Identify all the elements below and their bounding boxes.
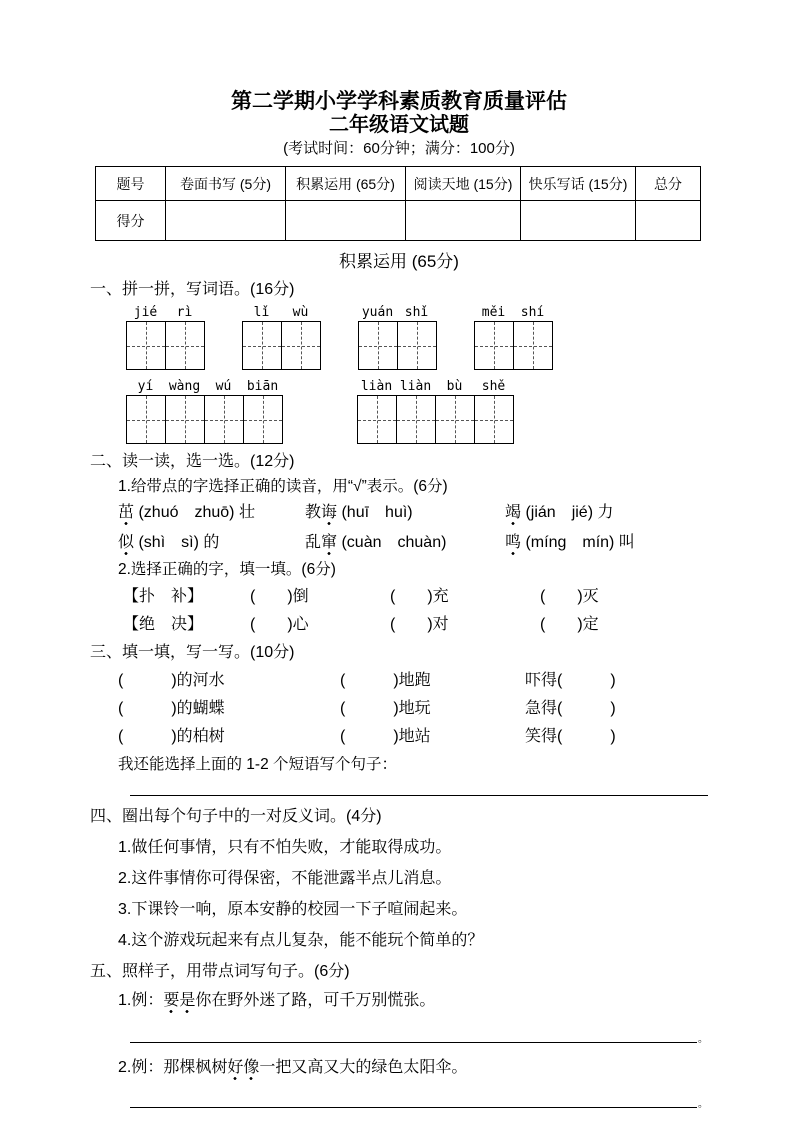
plain-text: 你在野外迷了路，可千万别慌张。	[195, 992, 436, 1009]
fill-blank: ( )地玩	[340, 700, 431, 717]
writing-grid-cell	[282, 322, 320, 369]
dotted-character: 似	[118, 534, 134, 556]
plain-text: (zhuó zhuō) 壮	[134, 504, 255, 521]
plain-text: (shì sì) 的	[134, 534, 220, 551]
question-5	[90, 962, 708, 1108]
fill-blank: ( )的蝴蝶	[118, 700, 225, 717]
pinyin-labels	[474, 305, 553, 321]
fill-blank: ( )充	[390, 588, 449, 605]
q3-heading: 三、填一填，写一写。(10分)	[90, 644, 295, 661]
pronunciation-item	[118, 531, 305, 555]
phrase-fill-row	[90, 670, 708, 691]
character-choices: 【绝 决】	[123, 616, 204, 633]
writing-grid	[126, 321, 205, 370]
writing-grid-cell	[166, 396, 205, 443]
phrase-fill-row	[90, 698, 708, 719]
character-choices: 【扑 补】	[123, 588, 204, 605]
fill-blank: ( )地站	[340, 728, 431, 745]
pinyin-labels	[357, 379, 514, 395]
pinyin-label: liàn	[399, 379, 432, 394]
score-input-cell	[166, 201, 286, 241]
writing-grid-cell	[166, 322, 204, 369]
score-table-header-row	[96, 167, 701, 201]
plain-text: (cuàn chuàn)	[337, 534, 447, 551]
character-choice-row	[90, 586, 708, 607]
writing-grid-cell	[397, 396, 436, 443]
fill-blank: ( )对	[390, 616, 449, 633]
q1-grid-row-2	[90, 379, 708, 444]
pronunciation-item	[305, 531, 505, 555]
q4-sentence: 2.这件事情你可得保密，不能泄露半点儿消息。	[118, 870, 452, 887]
pinyin-label: wù	[292, 305, 309, 320]
pinyin-label: shǐ	[404, 305, 429, 320]
writing-grid-cell	[475, 396, 513, 443]
q4-sentence: 1.做任何事情，只有不怕失败，才能取得成功。	[118, 839, 452, 856]
pinyin-label: yuán	[361, 305, 394, 320]
score-table-header-cell: 题号	[96, 167, 166, 201]
q2-sub1-heading: 1.给带点的字选择正确的读音，用“√”表示。(6分)	[118, 478, 448, 495]
pinyin-label: shě	[481, 379, 506, 394]
line-end-period: 。	[698, 1034, 708, 1045]
dotted-character: 竭	[505, 504, 521, 526]
answer-line	[130, 1041, 697, 1043]
writing-grid-cell	[436, 396, 475, 443]
writing-grid	[357, 395, 514, 444]
line-end-period: 。	[698, 1099, 708, 1110]
fill-blank: ( )定	[540, 616, 599, 633]
dotted-word: 好像	[227, 1059, 259, 1081]
fill-blank: 笑得( )	[525, 728, 616, 745]
dotted-character: 茁	[118, 504, 134, 526]
question-4	[90, 807, 708, 951]
fill-blank: 吓得( )	[525, 672, 616, 689]
pinyin-label: wàng	[168, 379, 201, 394]
pinyin-writing-block	[474, 305, 553, 370]
writing-grid-cell	[127, 322, 166, 369]
fill-blank: ( )灭	[540, 588, 599, 605]
score-table-header-cell: 总分	[636, 167, 701, 201]
score-table	[95, 166, 701, 241]
fill-blank: 急得( )	[525, 700, 616, 717]
q4-sentence: 4.这个游戏玩起来有点儿复杂，能不能玩个简单的？	[118, 932, 484, 949]
dotted-character: 诲	[321, 504, 337, 526]
plain-text: 教	[305, 504, 322, 521]
plain-text: (jián jié) 力	[521, 504, 614, 521]
writing-grid-cell	[514, 322, 552, 369]
example-sentence	[90, 1057, 708, 1078]
score-row-label: 得分	[96, 201, 166, 241]
fill-blank: ( )倒	[250, 588, 309, 605]
q1-grid-row-1	[90, 305, 708, 370]
q2-sub2-heading: 2.选择正确的字，填一填。(6分)	[118, 561, 336, 578]
score-table-score-row	[96, 201, 701, 241]
pinyin-labels	[358, 305, 437, 321]
part-header: 积累运用 (65分)	[339, 252, 459, 271]
title-block	[90, 90, 708, 158]
dotted-character: 窜	[321, 534, 337, 556]
pinyin-labels	[126, 305, 205, 321]
pronunciation-item	[118, 501, 305, 525]
answer-line-row	[130, 1033, 708, 1043]
question-3	[90, 643, 708, 796]
writing-grid-cell	[359, 322, 398, 369]
pronunciation-item	[505, 501, 708, 525]
answer-line-row	[130, 1098, 708, 1108]
pinyin-labels	[126, 379, 283, 395]
phrase-fill-row	[90, 726, 708, 747]
writing-grid-cell	[244, 396, 282, 443]
exam-info: (考试时间：60分钟；满分：100分)	[283, 140, 515, 157]
dotted-character: 鸣	[505, 534, 521, 556]
pinyin-label: lǐ	[253, 305, 270, 320]
plain-text: 一把又高又大的绿色太阳伞。	[259, 1059, 468, 1076]
pinyin-label: biān	[246, 379, 279, 394]
writing-grid-cell	[358, 396, 397, 443]
plain-text: 乱	[305, 534, 322, 551]
pinyin-writing-block	[126, 305, 205, 370]
pinyin-label: rì	[176, 305, 193, 320]
writing-grid	[242, 321, 321, 370]
pinyin-label: wú	[215, 379, 232, 394]
score-table-header-cell: 卷面书写 (5分)	[166, 167, 286, 201]
pronunciation-item	[305, 501, 505, 525]
q5-heading: 五、照样子，用带点词写句子。(6分)	[90, 963, 350, 980]
exam-title-line1: 第二学期小学学科素质教育质量评估	[231, 90, 567, 113]
writing-grid	[358, 321, 437, 370]
pinyin-label: měi	[481, 305, 506, 320]
dotted-word: 要是	[163, 992, 195, 1014]
plain-text: 2.例：那棵枫树	[118, 1059, 228, 1076]
score-input-cell	[286, 201, 406, 241]
plain-text: (huī huì)	[337, 504, 413, 521]
pinyin-label: bù	[446, 379, 463, 394]
q1-heading: 一、拼一拼，写词语。(16分)	[90, 281, 295, 298]
pronunciation-item	[505, 531, 708, 555]
score-input-cell	[406, 201, 521, 241]
pinyin-labels	[242, 305, 321, 321]
fill-blank: ( )的河水	[118, 672, 225, 689]
fill-blank: ( )的柏树	[118, 728, 225, 745]
fill-blank: ( )心	[250, 616, 309, 633]
plain-text: (míng mín) 叫	[521, 534, 635, 551]
answer-line	[130, 794, 708, 796]
pinyin-writing-block	[357, 379, 514, 444]
writing-grid	[474, 321, 553, 370]
pinyin-writing-block	[358, 305, 437, 370]
exam-title-line2: 二年级语文试题	[329, 114, 469, 136]
score-table-header-cell: 阅读天地 (15分)	[406, 167, 521, 201]
pinyin-writing-block	[126, 379, 283, 444]
writing-grid-cell	[243, 322, 282, 369]
score-table-header-cell: 快乐写话 (15分)	[521, 167, 636, 201]
plain-text: 1.例：	[118, 992, 164, 1009]
question-2	[90, 452, 708, 635]
pinyin-label: jié	[133, 305, 158, 320]
q4-sentence: 3.下课铃一响，原本安静的校园一下子喧闹起来。	[118, 901, 468, 918]
pinyin-label: shí	[520, 305, 545, 320]
fill-blank: ( )地跑	[340, 672, 431, 689]
answer-line	[130, 1106, 697, 1108]
sentence-prompt: 我还能选择上面的 1-2 个短语写个句子：	[118, 756, 398, 773]
writing-grid-cell	[205, 396, 244, 443]
pronunciation-choices	[90, 501, 708, 555]
writing-grid-cell	[127, 396, 166, 443]
q4-heading: 四、圈出每个句子中的一对反义词。(4分)	[90, 808, 382, 825]
pinyin-label: liàn	[360, 379, 393, 394]
writing-grid	[126, 395, 283, 444]
writing-grid-cell	[475, 322, 514, 369]
pinyin-label: yí	[137, 379, 154, 394]
writing-grid-cell	[398, 322, 436, 369]
question-1	[90, 280, 708, 444]
score-input-cell	[636, 201, 701, 241]
score-table-header-cell: 积累运用 (65分)	[286, 167, 406, 201]
example-sentence	[90, 990, 708, 1011]
character-choice-row	[90, 614, 708, 635]
score-input-cell	[521, 201, 636, 241]
pinyin-writing-block	[242, 305, 321, 370]
q2-heading: 二、读一读，选一选。(12分)	[90, 453, 295, 470]
